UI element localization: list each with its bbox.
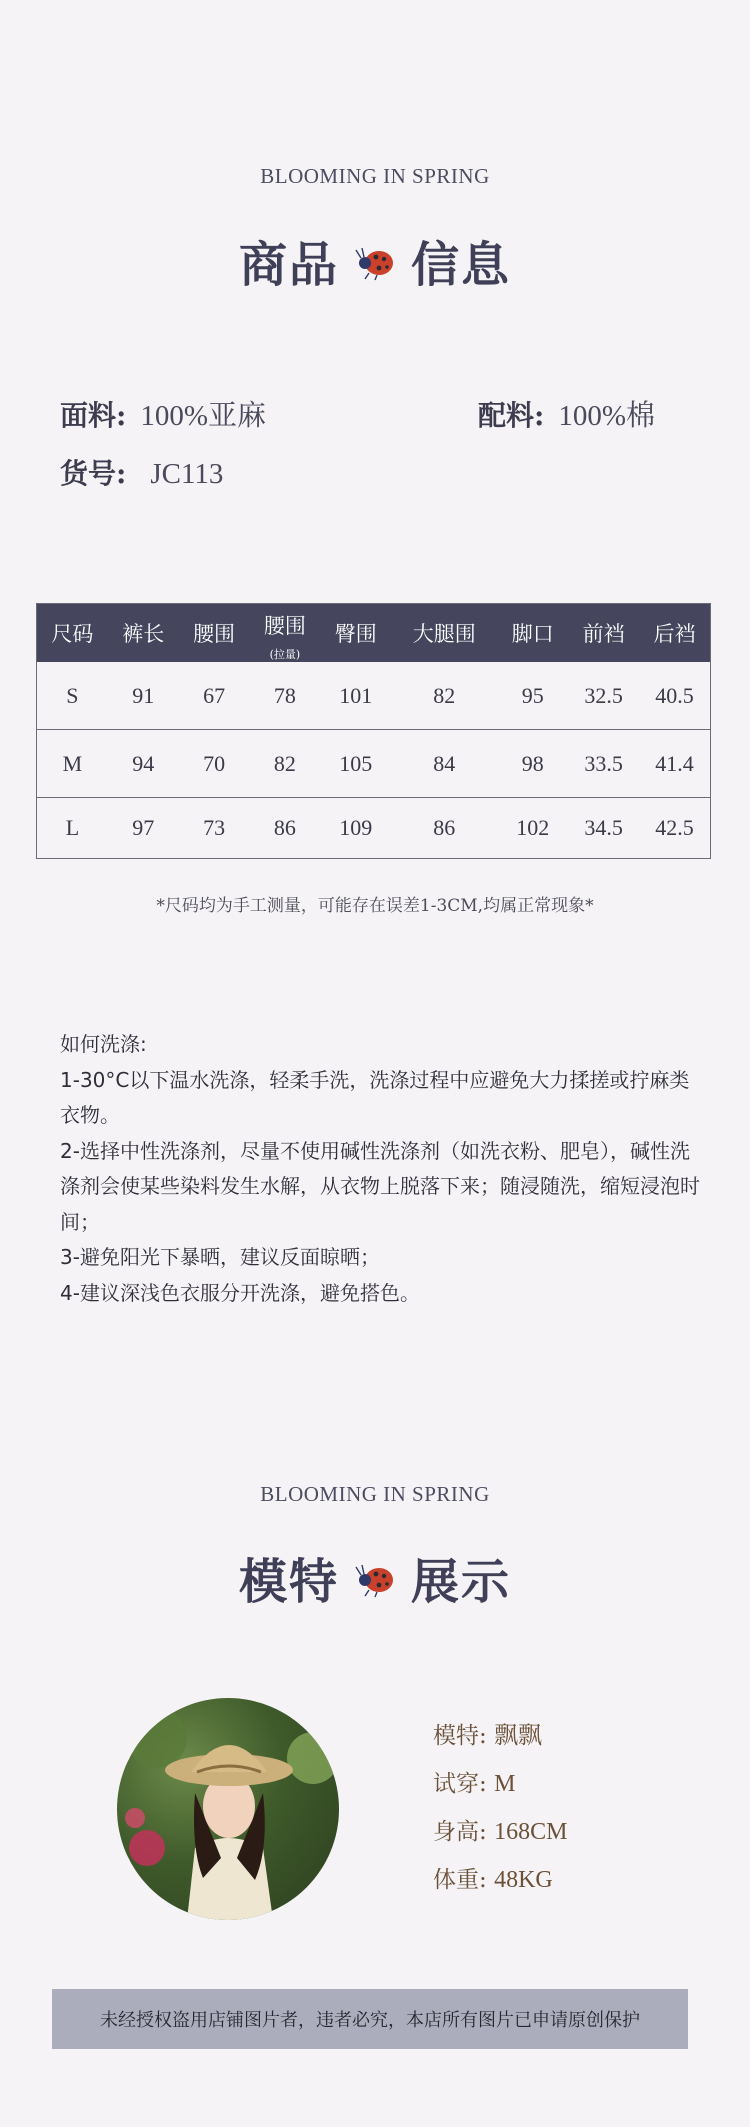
header-waist-stretch (249, 604, 320, 662)
table-cell: 84 (391, 730, 497, 798)
table-cell: 101 (320, 662, 391, 730)
model-size-label: 试穿: (433, 1771, 487, 1797)
model-weight-value: 48KG (494, 1867, 553, 1893)
table-row (37, 798, 710, 859)
model-height-row (433, 1808, 567, 1856)
section-eyebrow: BLOOMING IN SPRING (260, 164, 490, 188)
size-table (36, 603, 711, 859)
section-title (0, 226, 750, 295)
table-cell: 98 (497, 730, 568, 798)
accessory-row (478, 393, 655, 434)
ladybug-icon (353, 1558, 397, 1598)
table-cell: 97 (132, 815, 155, 840)
model-weight-row (433, 1856, 567, 1904)
model-height-label: 身高: (433, 1819, 487, 1845)
header-waist: 腰围 (179, 604, 250, 662)
table-cell: 86 (273, 815, 296, 840)
table-cell: 91 (108, 662, 179, 730)
wash-instructions (60, 1027, 700, 1311)
wash-line: 1-30°C以下温水洗涤，轻柔手洗，洗涤过程中应避免大力揉搓或拧麻类衣物。 (60, 1067, 690, 1127)
table-cell: M (37, 730, 108, 798)
model-name-label: 模特: (433, 1723, 487, 1749)
fabric-label: 面料: (60, 399, 127, 432)
accessory-value: 100%棉 (558, 400, 656, 432)
model-weight-label: 体重: (433, 1867, 487, 1893)
size-table-header (37, 604, 710, 662)
table-cell: 95 (497, 662, 568, 730)
header-waist-stretch-label: 腰围 (263, 614, 306, 638)
wash-line: 2-选择中性洗涤剂，尽量不使用碱性洗涤剂（如洗衣粉、肥皂），碱性洗涤剂会使某些染料发生水解，从衣物上脱落下来；随浸随洗，缩短浸泡时间； (60, 1138, 700, 1234)
header-thigh: 大腿围 (391, 604, 497, 662)
table-cell: 78 (249, 662, 320, 730)
table-cell: 82 (391, 662, 497, 730)
fabric-value: 100%亚麻 (140, 400, 267, 432)
title-right: 信息 (411, 237, 512, 293)
model-name-value: 飘飘 (494, 1723, 543, 1749)
fabric-row (60, 393, 266, 434)
model-name-row (433, 1712, 567, 1760)
section-eyebrow-2: BLOOMING IN SPRING (260, 1482, 490, 1506)
header-waist-stretch-sub: (拉量) (269, 648, 301, 661)
table-row (37, 662, 710, 730)
table-cell: 67 (179, 662, 250, 730)
table-cell: 73 (203, 815, 226, 840)
table-cell: 82 (249, 730, 320, 798)
section-title-2 (0, 1543, 750, 1612)
ladybug-icon (353, 241, 397, 281)
header-length: 裤长 (108, 604, 179, 662)
table-cell: 42.5 (655, 815, 694, 840)
table-cell: 32.5 (568, 662, 639, 730)
model-size-value: M (494, 1771, 516, 1797)
title-right-2: 展示 (411, 1554, 512, 1610)
accessory-label: 配料: (478, 399, 545, 432)
copyright-banner: 未经授权盗用店铺图片者，违者必究，本店所有图片已申请原创保护 (52, 1989, 688, 2049)
table-cell: 86 (433, 815, 456, 840)
model-height-value: 168CM (494, 1819, 568, 1845)
table-cell: 94 (108, 730, 179, 798)
model-photo (117, 1698, 339, 1920)
table-cell: 34.5 (584, 815, 623, 840)
table-cell: L (65, 815, 80, 840)
title-left-2: 模特 (238, 1554, 339, 1610)
table-cell: 41.4 (639, 730, 710, 798)
header-front-rise: 前裆 (568, 604, 639, 662)
model-info (433, 1712, 567, 1904)
header-leg-opening: 脚口 (497, 604, 568, 662)
wash-line: 4-建议深浅色衣服分开洗涤，避免搭色。 (60, 1280, 420, 1305)
measurement-note: *尺码均为手工测量，可能存在误差1-3CM,均属正常现象* (156, 896, 594, 916)
table-cell: 70 (179, 730, 250, 798)
table-cell: 109 (339, 815, 373, 840)
table-cell: 33.5 (568, 730, 639, 798)
table-cell: S (37, 662, 108, 730)
wash-title: 如何洗涤: (60, 1032, 147, 1056)
header-size: 尺码 (37, 604, 108, 662)
table-row (37, 730, 710, 798)
wash-line: 3-避免阳光下暴晒，建议反面晾晒； (60, 1245, 380, 1269)
sku-label: 货号: (60, 457, 127, 490)
model-size-row (433, 1760, 567, 1808)
table-cell: 40.5 (639, 662, 710, 730)
sku-value: JC113 (150, 458, 224, 490)
sku-row (60, 452, 223, 492)
table-cell: 102 (516, 815, 550, 840)
header-hip: 臀围 (320, 604, 391, 662)
title-left: 商品 (238, 237, 339, 293)
header-back-rise: 后裆 (639, 604, 710, 662)
table-cell: 105 (320, 730, 391, 798)
